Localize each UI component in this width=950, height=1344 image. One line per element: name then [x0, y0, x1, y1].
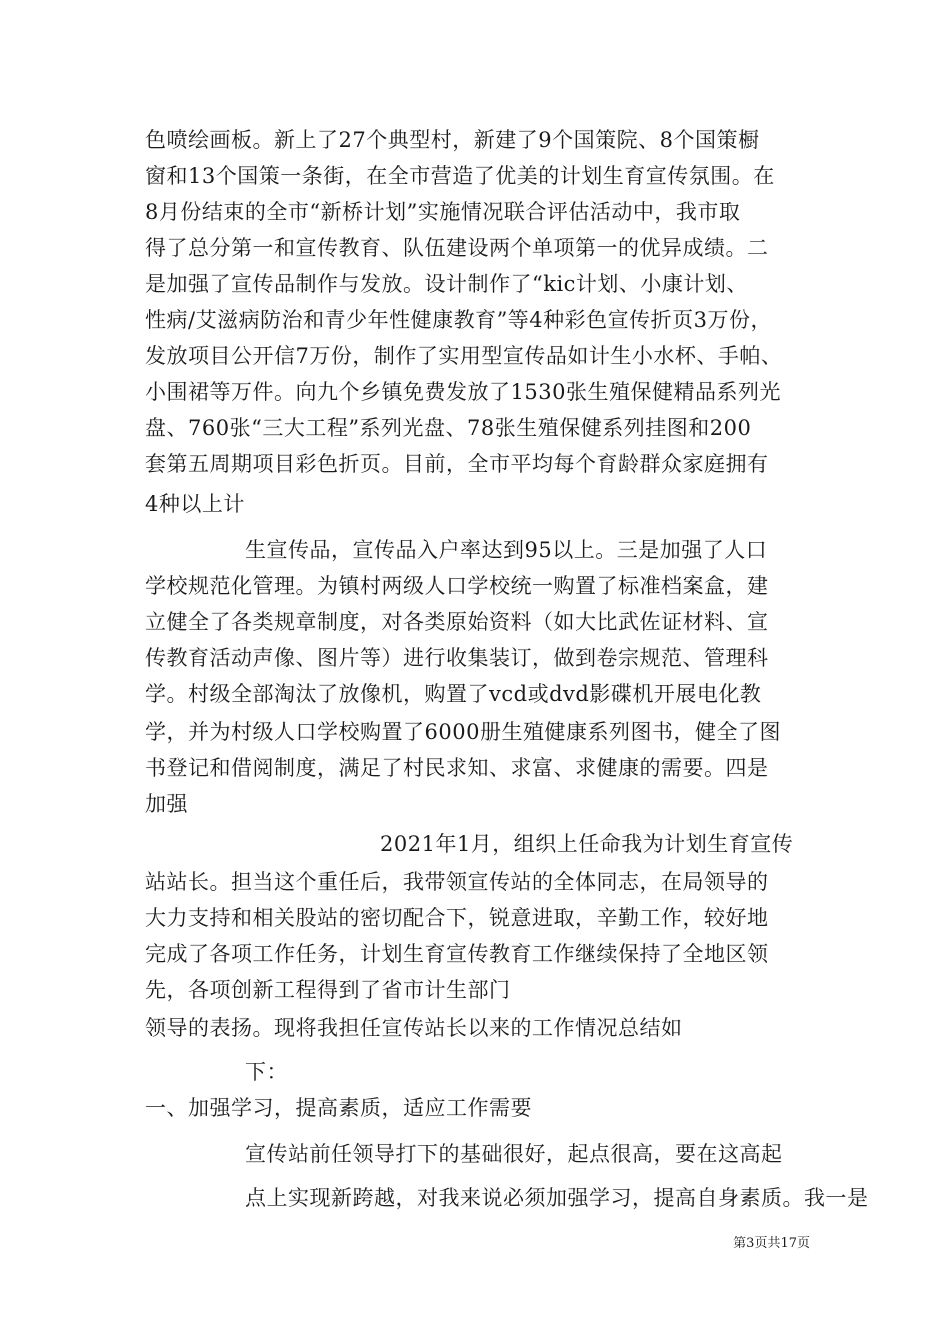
text-line-7: 发放项目公开信7万份，制作了实用型宣传品如计生小水杯、手帕、 — [145, 344, 783, 368]
text-line-10: 套第五周期项目彩色折页。目前，全市平均每个育龄群众家庭拥有 — [145, 452, 769, 476]
text-line-14: 立健全了各类规章制度，对各类原始资料（如大比武佐证材料、宣 — [145, 610, 769, 634]
text-line-11: 4种以上计 — [145, 492, 245, 516]
text-line-23: 完成了各项工作任务，计划生育宣传教育工作继续保持了全地区领 — [145, 942, 769, 966]
text-line-15: 传教育活动声像、图片等）进行收集装订，做到卷宗规范、管理科 — [145, 646, 769, 670]
text-line-25: 领导的表扬。现将我担任宣传站长以来的工作情况总结如 — [145, 1016, 683, 1040]
text-line-24: 先，各项创新工程得到了省市计生部门 — [145, 978, 511, 1002]
text-line-26: 下： — [245, 1060, 288, 1084]
section-heading: 宣传站前任领导打下的基础很好，起点很高，要在这高起 — [245, 1142, 783, 1166]
text-line-29: 点上实现新跨越，对我来说必须加强学习，提高自身素质。我一是 — [245, 1186, 869, 1210]
text-line-16: 学。村级全部淘汰了放像机，购置了vcd或dvd影碟机开展电化教 — [145, 682, 762, 706]
text-line-8: 小围裙等万件。向九个乡镇免费发放了1530张生殖保健精品系列光 — [145, 380, 781, 404]
text-line-5: 是加强了宣传品制作与发放。设计制作了“kic计划、小康计划、 — [145, 272, 748, 296]
text-line-6: 性病/艾滋病防治和青少年性健康教育”等4种彩色宣传折页3万份， — [145, 308, 773, 332]
text-line-22: 大力支持和相关股站的密切配合下，锐意进取，辛勤工作，较好地 — [145, 906, 769, 930]
text-line-1: 色喷绘画板。新上了27个典型村，新建了9个国策院、8个国策橱 — [145, 128, 760, 152]
text-line-13: 学校规范化管理。为镇村两级人口学校统一购置了标准档案盒，建 — [145, 574, 769, 598]
text-line-20: 2021年1月，组织上任命我为计划生育宣传 — [380, 832, 794, 856]
text-line-2: 窗和13个国策一条街，在全市营造了优美的计划生育宣传氛围。在 — [145, 164, 775, 188]
text-line-3: 8月份结束的全市“新桥计划”实施情况联合评估活动中，我市取 — [145, 200, 741, 224]
text-line-27: 一、加强学习，提高素质，适应工作需要 — [145, 1096, 532, 1120]
text-line-9: 盘、760张“三大工程”系列光盘、78张生殖保健系列挂图和200 — [145, 416, 752, 440]
text-line-21: 站站长。担当这个重任后，我带领宣传站的全体同志，在局领导的 — [145, 870, 769, 894]
text-line-18: 书登记和借阅制度，满足了村民求知、求富、求健康的需要。四是 — [145, 756, 769, 780]
text-line-17: 学，并为村级人口学校购置了6000册生殖健康系列图书，健全了图 — [145, 720, 781, 744]
text-line-4: 得了总分第一和宣传教育、队伍建设两个单项第一的优异成绩。二 — [145, 236, 769, 260]
text-line-12: 生宣传品，宣传品入户率达到95以上。三是加强了人口 — [245, 538, 768, 562]
text-line-19: 加强 — [145, 792, 188, 816]
page-number-footer: 第3页共17页 — [733, 1236, 810, 1251]
